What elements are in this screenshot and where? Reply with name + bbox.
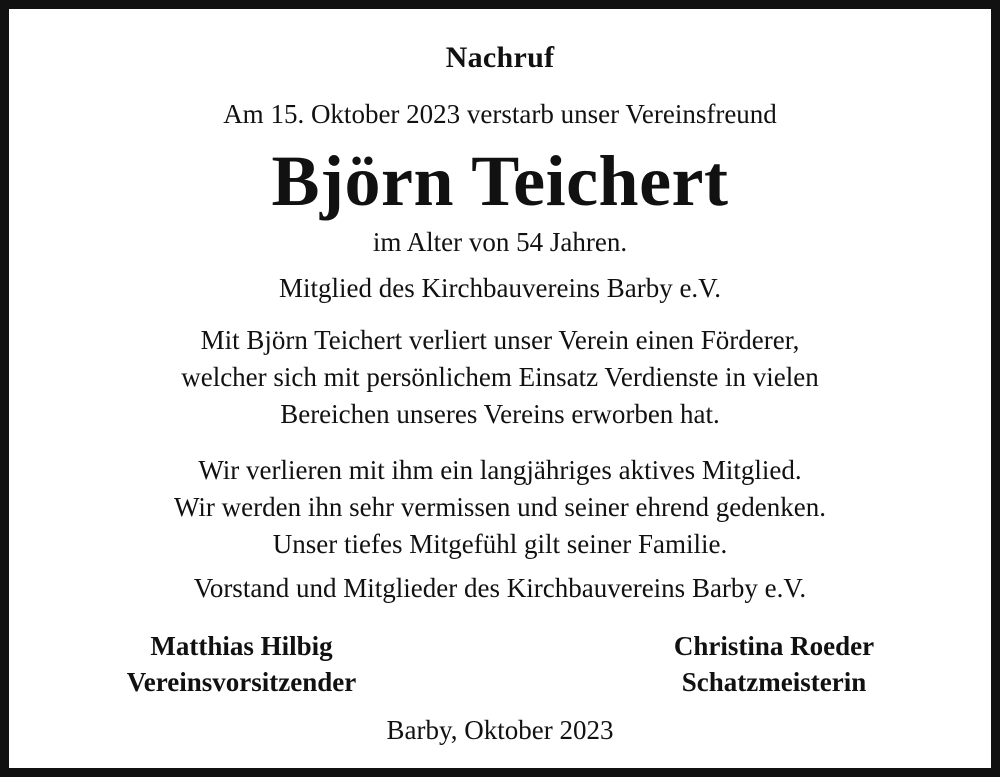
signatory-role: Vereinsvorsitzender: [126, 667, 357, 697]
notice-heading: Nachruf: [445, 41, 555, 74]
signatory-chairman: [99, 628, 384, 700]
board-line: Vorstand und Mitglieder des Kirchbauvereins Barby e.V.: [193, 573, 807, 603]
tribute-line: Bereichen unseres Vereins erworben hat.: [280, 399, 720, 429]
age-line: im Alter von 54 Jahren.: [372, 227, 628, 257]
condolence-paragraph: [9, 452, 991, 563]
signatory-treasurer: [639, 628, 909, 700]
place-date: Barby, Oktober 2023: [386, 715, 614, 745]
tribute-paragraph: [9, 322, 991, 433]
condolence-line: Wir verlieren mit ihm ein langjähriges aktives Mitglied.: [198, 455, 802, 485]
membership-line: Mitglied des Kirchbauvereins Barby e.V.: [279, 273, 721, 303]
intro-line: Am 15. Oktober 2023 verstarb unser Vereinsfreund: [223, 99, 777, 129]
tribute-line: Mit Björn Teichert verliert unser Verein einen Förderer,: [200, 325, 800, 355]
signatory-role: Schatzmeisterin: [681, 667, 867, 697]
condolence-line: Wir werden ihn sehr vermissen und seiner ehrend gedenken.: [174, 492, 826, 522]
tribute-line: welcher sich mit persönlichem Einsatz Verdienste in vielen: [181, 362, 819, 392]
condolence-line: Unser tiefes Mitgefühl gilt seiner Familie.: [272, 529, 728, 559]
deceased-name: Björn Teichert: [271, 141, 729, 221]
signatory-name: Christina Roeder: [673, 631, 875, 661]
signatory-name: Matthias Hilbig: [150, 631, 333, 661]
